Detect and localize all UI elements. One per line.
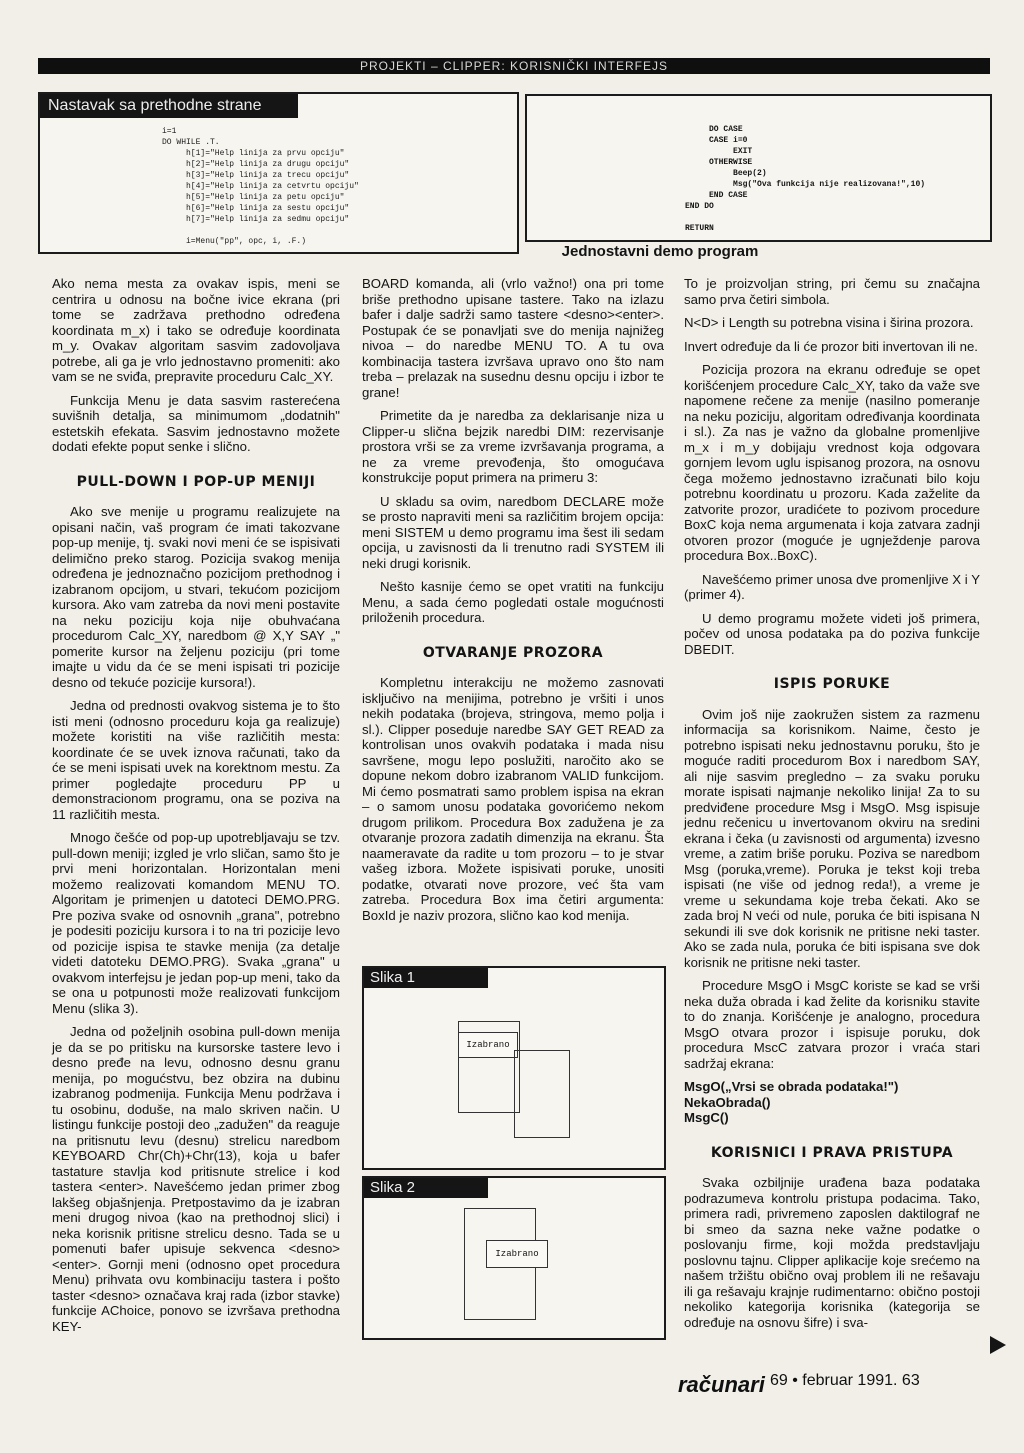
paragraph: U demo programu možete videti još primera, počev od unosa podataka pa do poziva funkcije DBEDIT. (684, 610, 980, 657)
paragraph: Kompletnu interakciju ne možemo zasnovati isključivo na menijima, potrebno je vršiti i unos nekih podataka (brojeva, stringova, memo polja i sl.). Clipper poseduje naredbe SAY GET READ za kontrolisan unos ovakvih podataka i mada nisu savršene, mogu lepo poslužiti, naročito ako se dopune nekom dobro izabranom VALID funkcijom. Mi ćemo posmatrati samo problem ispisa na ekran – o samom unosu podataka govorićemo nekom drugom prilikom. Procedura Box zadužena je za otvaranje prozora zadatih dimenzija na ekranu. Šta naameravate da radite u tom prozoru – to je stvar vašeg izbora. Možete ispisivati poruke, unositi podatke, otvarati nove prozore, već šta vam zatreba. Procedura Box ima četiri argumenta: BoxId je naziv prozora, slično kao kod menija. (362, 675, 664, 923)
paragraph: BOARD komanda, ali (vrlo važno!) ona pri tome briše prethodno upisane tastere. Tako na izlazu bafer i dalje sadrži samo tastere <desno><enter>. Postupak će se ponavljati sve do menija najnižeg nivoa – do naredbe MENU TO. A tu ova kombinacija tastera izvršava upravo ono što nam treba – prelazak na susednu desnu opciju i izbor te grane! (362, 276, 664, 400)
paragraph: Funkcija Menu je data sasvim rasterećena suvišnih detalja, sa minimumom „dodatnih" estetskih efekata. Sasvim jednostavno možete dodati efekte poput senke i slično. (52, 392, 340, 454)
continuation-box (38, 92, 519, 254)
figure-item-label: Izabrano (495, 1249, 539, 1259)
continue-arrow-icon (990, 1336, 1006, 1354)
paragraph: Navešćemo primer unosa dve promenljive X i Y (primer 4). (684, 571, 980, 602)
figure-1 (362, 966, 666, 1170)
continuation-heading: Nastavak sa prethodne strane (40, 94, 298, 118)
menu-window-front (458, 1032, 518, 1058)
code-line: MsgO(„Vrsi se obrada podataka!") (684, 1079, 899, 1094)
page-header-bar (38, 58, 990, 74)
figure-label: Slika 1 (364, 968, 488, 988)
issue-info: 69 • februar 1991. 63 (770, 1372, 920, 1389)
menu-window-shadow (514, 1050, 570, 1138)
paragraph: To je proizvoljan string, pri čemu su značajna samo prva četiri simbola. (684, 276, 980, 307)
figure-item-label: Izabrano (466, 1040, 510, 1050)
paragraph: Svaka ozbiljnije urađena baza podataka podrazumeva kontrolu pristupa podacima. Tako, primera radi, privremeno zaposlen daktilograf ne bi smeo da sazna neke važne podatke o poslovanju firme, koji možda predstavljaju poslovnu tajnu. Clipper aplikacije koje srećemo na našem tržištu obično ovaj problem ili ne rešavaju ili ga rešavaju krajnje rudimentarno: obično postoji nekoliko kategorija korisnika (kategorija se određuje na osnovu šifre) i sva- (684, 1175, 980, 1330)
code-listing-left: i=1 DO WHILE .T. h[1]="Help linija za prvu opciju" h[2]="Help linija za drugu opciju" h[3]="Help linija za trecu opciju" h[4]="Help linija za cetvrtu opciju" h[5]="Help linija za petu opciju" h[6]="Help linija za sestu opciju" h[7]="Help linija za sedmu opciju" i=Menu("pp", opc, i, .F.) (162, 127, 359, 246)
paragraph: Nešto kasnije ćemo se opet vratiti na funkciju Menu, a sada ćemo pogledati ostale mogućnosti priloženih procedura. (362, 579, 664, 625)
section-heading: KORISNICI I PRAVA PRISTUPA (710, 1144, 954, 1161)
paragraph: Primetite da je naredba za deklarisanje niza u Clipper-u slična bejzik naredbi DIM: rezervisanje prostora vrši se za vreme izvršavanja programa, a ne za vreme prevođenja, što omogućava konstrukcije poput primera na primeru 3: (362, 408, 664, 485)
column-3 (684, 276, 980, 1338)
paragraph: Invert određuje da li će prozor biti invertovan ili ne. (684, 338, 978, 354)
paragraph: Ako sve menije u programu realizujete na opisani način, vaš program će imati takozvane pop-up menije, tj. svaki novi meni će se ispisivati delimično preko starog. Pozicija svakog menija određena je jednoznačno pozicijom prethodnog i izabranom opcijom, u stvari, tekućom pozicijom kursora. Ako vam zatreba da novi meni postavite na neku poziciju koja nije obuhvaćana procedurom Calc_XY, naredbom @ X,Y SAY „" pomerite kursor na željenu poziciju (pri tome imajte u vidu da će se meni ispisati tri pozicije desno od tekuće pozicije kursora!). (52, 504, 340, 690)
paragraph: N<D> i Length su potrebna visina i širina prozora. (684, 315, 974, 330)
section-heading: ISPIS PORUKE (773, 676, 891, 692)
code-line: MsgC() (684, 1110, 729, 1125)
figure-2 (362, 1176, 666, 1340)
code-line: NekaObrada() (684, 1094, 771, 1110)
paragraph: Jedna od poželjnih osobina pull-down menija je da se po pritisku na kursorske tastere levo i desno pređe na levu, odnosno desnu granu menija, po mogućstvu, bez obzira na dubinu izabranog podmenija. Funkcija Menu podržava i tu osobinu, doduše, na malo skriven način. U listingu funkcije postoji deo „zadužen" da reaguje na pritisnutu levu (desnu) strelicu naredbom KEYBOARD Chr(Ch)+Chr(13), koja u bafer tastature stavlja kod pritisnute strelice i kod tastera <enter>. Navešćemo jedan primer zbog lakšeg objašnjenja. Pretpostavimo da je izabran meni drugog nivoa (kao na prethodnoj slici) i neka korisnik pritisne strelicu desno. Tada se u pomenuti bafer upisuje sekvenca <desno><enter>. Gornji meni (odnosno opet procedura Menu) prihvata ovu kombinaciju tastera i pošto taster <desno> označava kraj rada (izbor stavke) funkcije AChoice, ponovo se izvršava prethodna KEY- (52, 1024, 340, 1334)
demo-caption: Jednostavni demo program (561, 243, 759, 260)
paragraph: U skladu sa ovim, naredbom DECLARE može se prosto napraviti meni sa različitim brojem opcija: meni SISTEM u demo programu ima šest ili sedam opcija, u zavisnosti da li trenutno radi SYSTEM ili neki drugi korisnik. (362, 493, 664, 571)
section-heading: PULL-DOWN I POP-UP MENIJI (76, 473, 316, 490)
code-listing-right: DO CASE CASE i=0 EXIT OTHERWISE Beep(2) Msg("Ova funkcija nije realizovana!",10) END CASE END DO RETURN (685, 125, 926, 233)
column-2 (362, 276, 664, 931)
paragraph: Ako nema mesta za ovakav ispis, meni se centrira u odnosu na bočne ivice ekrana (pri tome se zadržava prethodno određena koordinata m_x) i tako se određuje koordinata m_y. Ovakav algoritam sasvim zadovoljava potrebe, ali ga je vrlo jednostavno promeniti: ako vam se ne sviđa, prepravite proceduru Calc_XY. (52, 276, 340, 384)
demo-code-box (525, 94, 992, 242)
column-1 (52, 276, 340, 1342)
paragraph: Pozicija prozora na ekranu određuje se opet korišćenjem procedure Calc_XY, tako da važe sve napomene rečene za menije (nasilno pomeranje na neku poziciju, algoritam određivanja koordinata i sl.). Za nas je važno da globalne promenljive m_x i m_y dobijaju vrednost koja odgovara gornjem levom uglu ispisanog prozora, na osnovu čega možemo jednostavno izračunati bilo koju potrebnu koordinatu u prozoru. Kada zaželite da zatvorite prozor, uradićete to pozivom procedure BoxC koja nema argumenata i koja zatvara zadnji otvoren prozor (moguće je ugnježdenje parova procedura Box..BoxC). (684, 362, 980, 563)
header-title: PROJEKTI – CLIPPER: KORISNIČKI INTERFEJS (359, 59, 669, 73)
figure-label: Slika 2 (364, 1178, 488, 1198)
menu-window-front (486, 1240, 548, 1268)
paragraph: Procedure MsgO i MsgC koriste se kad se vrši neka duža obrada i kad želite da korisniku stavite to do znanja. Korišćenje je analogno, procedura MsgO otvara prozor i ispisuje poruku, dok procedura MscC zatvara prozor i vraća stari sadržaj ekrana: (684, 978, 980, 1071)
section-heading: OTVARANJE PROZORA (422, 644, 604, 661)
paragraph: Jedna od prednosti ovakvog sistema je to što isti meni (odnosno proceduru koja ga realizuje) možete koristiti na više različitih mesta: koordinate će se uvek iznova računati, tako da će se meni ispisati uvek na korektnom mestu. Za primer pogledajte proceduru PP u demonstracionom programu, ona se poziva na 11 različitih mesta. (52, 698, 340, 822)
magazine-brand: računari (678, 1372, 765, 1397)
paragraph: Ovim još nije zaokružen sistem za razmenu informacija sa korisnikom. Naime, često je potrebno ispisati neku jednostavnu poruku, što je moguće raditi procedurom Box i naredbom SAY, ali nije sasvim pregledno – za svaku poruku morate ispisati najmanje nekoliko linija! Za to su predviđene procedure Msg i MsgO. Msg ispisuje jednu rečenicu u invertovanom okviru na sredini ekrana i čeka (u zavisnosti od argumenta) izvesno vreme, a zatim briše poruku. Poziva se naredbom Msg (poruka,vreme). Poruka je tekst koji treba ispisati (ne više od jednog reda!), a vreme je vreme u sekundama koje treba čekati. Ako se zada broj N veći od nule, poruka će biti ispisana N sekundi ili sve dok korisnik ne pritisne neki taster. Ako se zada nula, poruka će biti ispisana sve dok korisnik ne pritisne neki taster. (684, 706, 980, 970)
paragraph: Mnogo češće od pop-up upotrebljavaju se tzv. pull-down meniji; izgled je vrlo sličan, samo što je prvi meni horizontalan. Horizontalan meni možemo realizovati komandom MENU TO. Algoritam je primenjen u datoteci DEMO.PRG. Pre poziva svake od osnovnih „grana", potrebno je podesiti poziciju kursora i to na tri pozicije levo od pozicije ispisa te stavke menija (za detalje videti datoteku DEMO.PRG). Svaka „grana" u ovakvom interfejsu je jedan pop-up meni, tako da se ona u potpunosti može realizovati funkcijom Menu (slika 3). (52, 830, 340, 1016)
